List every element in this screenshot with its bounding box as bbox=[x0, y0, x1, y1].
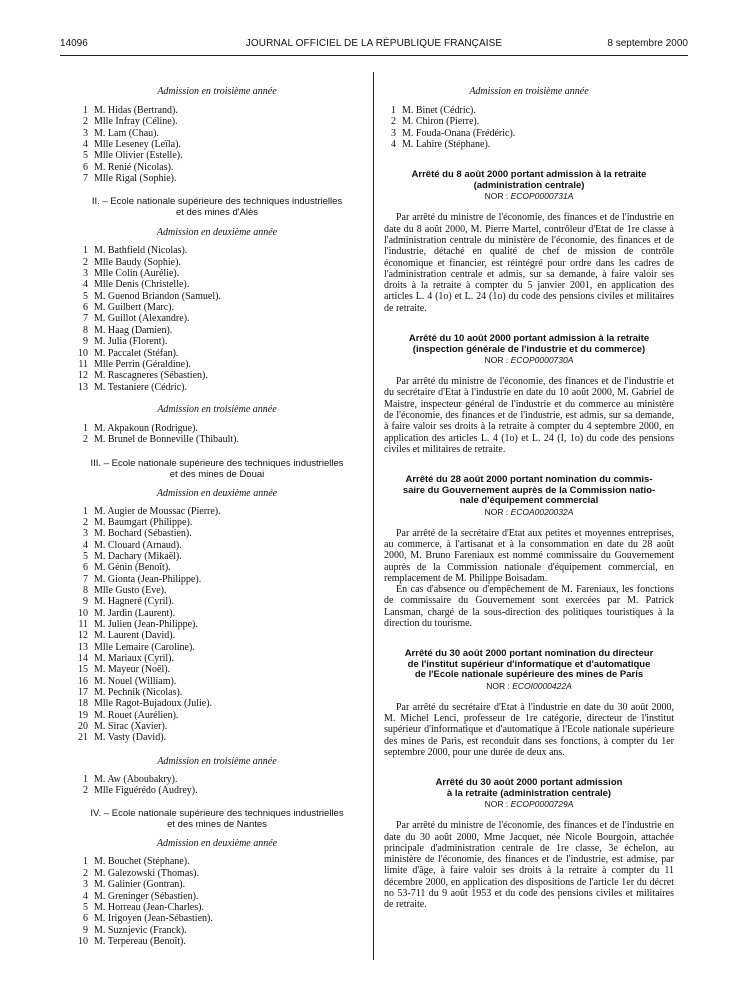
item-number: 2 bbox=[83, 785, 88, 797]
item-number: 11 bbox=[78, 619, 88, 630]
list-item bbox=[76, 608, 358, 619]
item-number: 1 bbox=[83, 105, 88, 116]
person-name: M. Brunel de Bonneville (Thibault). bbox=[94, 434, 239, 446]
page-header bbox=[0, 38, 748, 52]
person-name: M. Hagneré (Cyril). bbox=[94, 596, 174, 608]
person-name: Mlle Denis (Christelle). bbox=[94, 279, 190, 291]
list-item bbox=[76, 710, 358, 721]
item-number: 16 bbox=[78, 675, 88, 687]
section-heading: II. – Ecole nationale supérieure des techniques industrielles et des mines d'Alès bbox=[91, 196, 343, 219]
arrete-block bbox=[384, 778, 674, 910]
list-item bbox=[76, 913, 358, 924]
item-number: 2 bbox=[83, 256, 88, 268]
item-number: 2 bbox=[83, 116, 88, 128]
paragraph: Par arrêté de la secrétaire d'Etat aux petites et moyennes entreprises, au commerce, à l'artisanat et à la consommation en date du 28 août 2000, M. Bruno Fareniaux est nommé commissaire du Gouvernement auprès de la Commission nationale d'équipement commercial, en remplacement de M. Philippe Boisadam. bbox=[384, 527, 674, 584]
arrete-body bbox=[384, 376, 674, 455]
person-name: Mlle Gusto (Eve). bbox=[94, 584, 167, 596]
journal-title: JOURNAL OFFICIEL DE LA RÉPUBLIQUE FRANÇAISE bbox=[245, 38, 503, 49]
person-name: M. Binet (Cédric). bbox=[402, 105, 476, 116]
person-name: M. Julia (Florent). bbox=[94, 336, 168, 348]
right-column bbox=[384, 86, 674, 911]
item-number: 5 bbox=[83, 150, 88, 162]
person-name: M. Rascagneres (Sébastien). bbox=[94, 370, 208, 382]
person-name: M. Terpereau (Benoît). bbox=[94, 935, 186, 947]
list-item bbox=[76, 540, 358, 551]
item-number: 21 bbox=[78, 732, 88, 744]
list-item bbox=[76, 506, 358, 517]
list-item bbox=[76, 619, 358, 630]
list-item bbox=[76, 528, 358, 539]
item-number: 1 bbox=[83, 245, 88, 257]
person-name: M. Akpakoun (Rodrigue). bbox=[94, 422, 198, 434]
list-item bbox=[76, 382, 358, 393]
item-number: 2 bbox=[83, 434, 88, 446]
person-name: M. Dachary (Mikaël). bbox=[94, 550, 182, 562]
list-item bbox=[76, 279, 358, 290]
person-name: M. Guillot (Alexandre). bbox=[94, 313, 190, 325]
nor-reference: NOR : ECOP0000729A bbox=[484, 799, 574, 810]
column-divider bbox=[373, 72, 374, 960]
page-number: 14096 bbox=[60, 38, 88, 49]
list-item bbox=[76, 785, 358, 796]
list-item bbox=[76, 162, 358, 173]
item-number: 4 bbox=[83, 890, 88, 902]
list-item bbox=[76, 902, 358, 913]
person-name: M. Paccalet (Stéfan). bbox=[94, 347, 179, 359]
person-name: M. Rouet (Aurélien). bbox=[94, 709, 179, 721]
item-number: 4 bbox=[83, 139, 88, 151]
person-name: M. Baumgart (Philippe). bbox=[94, 516, 193, 528]
item-number: 10 bbox=[78, 607, 88, 619]
list-item bbox=[76, 291, 358, 302]
list-item bbox=[76, 434, 358, 445]
list-item bbox=[76, 150, 358, 161]
item-number: 6 bbox=[83, 562, 88, 574]
person-name: M. Mariaux (Cyril). bbox=[94, 653, 174, 665]
list-item bbox=[76, 517, 358, 528]
item-number: 13 bbox=[78, 641, 88, 653]
person-name: M. Bochard (Sébastien). bbox=[94, 528, 192, 540]
list-item bbox=[76, 879, 358, 890]
item-number: 9 bbox=[83, 924, 88, 936]
person-name: M. Vasty (David). bbox=[94, 732, 167, 744]
list-item bbox=[76, 359, 358, 370]
list-item bbox=[76, 105, 358, 116]
list-item bbox=[384, 105, 674, 116]
person-name: M. Aw (Aboubakry). bbox=[94, 773, 178, 785]
item-number: 10 bbox=[78, 935, 88, 947]
person-name: M. Suznjevic (Franck). bbox=[94, 924, 187, 936]
item-number: 8 bbox=[83, 584, 88, 596]
list-item bbox=[76, 774, 358, 785]
item-number: 3 bbox=[83, 879, 88, 891]
item-number: 2 bbox=[83, 516, 88, 528]
arrete-title: Arrêté du 28 août 2000 portant nomination du commis- saire du Gouvernement auprès de la Commission natio- nale d'équipement commercial bbox=[402, 474, 656, 507]
person-name: M. Galinier (Gontran). bbox=[94, 879, 186, 891]
paragraph: Par arrêté du ministre de l'économie, des finances et de l'industrie en date du 8 août 2000, M. Pierre Martel, contrôleur d'Etat de 1re classe à l'administration centrale du ministère de l'économie, des finances et de l'industrie, détaché en qualité de chef de mission de contrôle économique et financier, est réintégré pour ordre dans les cadres de l'administration centrale et admis, sur sa demande, à faire valoir ses droits à la retraite à compter du 5 janvier 2001, en application des articles L. 4 (1o) et L. 24 (1o) du code des pensions civiles et militaires de retraite. bbox=[384, 212, 674, 314]
nor-reference: NOR : ECOI0000422A bbox=[486, 680, 572, 691]
item-number: 5 bbox=[83, 550, 88, 562]
arrete-block bbox=[384, 334, 674, 455]
person-name: M. Haag (Damien). bbox=[94, 324, 173, 336]
name-list bbox=[76, 856, 358, 947]
arrete-block bbox=[384, 475, 674, 629]
person-name: M. Lam (Chau). bbox=[94, 127, 159, 139]
paragraph: En cas d'absence ou d'empêchement de M. Fareniaux, les fonctions de commissaire du Gouvernement sont exercées par M. Patrick Lansman, chargé de la sous-direction des politiques touristiques à la direction du tourisme. bbox=[384, 584, 674, 629]
list-item bbox=[76, 630, 358, 641]
section-heading: IV. – Ecole nationale supérieure des techniques industrielles et des mines de Nantes bbox=[90, 808, 344, 831]
item-number: 9 bbox=[83, 596, 88, 608]
person-name: M. Gionta (Jean-Philippe). bbox=[94, 573, 202, 585]
item-number: 4 bbox=[391, 139, 396, 151]
item-number: 1 bbox=[83, 856, 88, 868]
list-item bbox=[76, 664, 358, 675]
item-number: 18 bbox=[78, 698, 88, 710]
arrete-body bbox=[384, 702, 674, 758]
name-list bbox=[76, 245, 358, 392]
subheading: Admission en deuxième année bbox=[156, 838, 278, 850]
item-number: 2 bbox=[391, 116, 396, 128]
paragraph: Par arrêté du ministre de l'économie, des finances et de l'industrie et du secrétaire d'Etat à l'industrie en date du 10 août 2000, M. Gabriel de Maistre, inspecteur général de l'industrie et du commerce au ministère de l'économie, des finances et de l'industrie, est admis, sur sa demande, à faire valoir ses droits à la retraite à compter du 4 septembre 2000, en application des articles L. 4 (1o) et L. 24 (I, 1o) du code des pensions civiles et militaires de retraite. bbox=[384, 376, 674, 455]
list-item bbox=[76, 891, 358, 902]
list-item bbox=[76, 868, 358, 879]
subheading: Admission en deuxième année bbox=[156, 487, 278, 499]
item-number: 1 bbox=[83, 773, 88, 785]
item-number: 6 bbox=[83, 302, 88, 314]
header-rule bbox=[60, 55, 688, 56]
item-number: 3 bbox=[83, 127, 88, 139]
person-name: M. Pechnik (Nicolas). bbox=[94, 687, 183, 699]
person-name: M. Guilbert (Marc). bbox=[94, 302, 174, 314]
person-name: Mlle Figuérédo (Audrey). bbox=[94, 785, 198, 797]
name-list bbox=[76, 105, 358, 184]
list-item bbox=[76, 139, 358, 150]
item-number: 4 bbox=[83, 279, 88, 291]
subheading: Admission en troisième année bbox=[157, 403, 277, 415]
item-number: 7 bbox=[83, 313, 88, 325]
list-item bbox=[76, 336, 358, 347]
left-column bbox=[76, 86, 358, 947]
list-item bbox=[76, 245, 358, 256]
subheading: Admission en troisième année bbox=[157, 755, 277, 767]
item-number: 1 bbox=[391, 105, 396, 116]
arrete-title: Arrêté du 8 août 2000 portant admission à la retraite (administration centrale) bbox=[411, 169, 647, 191]
item-number: 13 bbox=[78, 381, 88, 393]
list-item bbox=[76, 325, 358, 336]
list-item bbox=[76, 370, 358, 381]
list-item bbox=[76, 116, 358, 127]
arrete-body bbox=[384, 212, 674, 314]
list-item bbox=[76, 936, 358, 947]
person-name: M. Mayeur (Noël). bbox=[94, 664, 171, 676]
list-item bbox=[76, 698, 358, 709]
person-name: M. Chiron (Pierre). bbox=[402, 116, 480, 128]
list-item bbox=[76, 642, 358, 653]
item-number: 15 bbox=[78, 664, 88, 676]
list-item bbox=[76, 653, 358, 664]
person-name: M. Laurent (David). bbox=[94, 630, 176, 642]
person-name: Mlle Baudy (Sophie). bbox=[94, 256, 181, 268]
list-item bbox=[76, 585, 358, 596]
person-name: M. Greninger (Sébastien). bbox=[94, 890, 199, 902]
person-name: M. Génin (Benoît). bbox=[94, 562, 171, 574]
person-name: Mlle Leseney (Leïla). bbox=[94, 139, 181, 151]
list-item bbox=[76, 721, 358, 732]
list-item bbox=[76, 562, 358, 573]
nor-reference: NOR : ECOP0000731A bbox=[484, 191, 574, 202]
item-number: 3 bbox=[83, 268, 88, 280]
person-name: M. Hidas (Bertrand). bbox=[94, 105, 178, 116]
nor-reference: NOR : ECOA0020032A bbox=[484, 506, 574, 517]
arrete-body bbox=[384, 528, 674, 630]
person-name: M. Galezowski (Thomas). bbox=[94, 867, 199, 879]
arrete-block bbox=[384, 649, 674, 758]
item-number: 6 bbox=[83, 161, 88, 173]
list-item bbox=[76, 128, 358, 139]
item-number: 17 bbox=[78, 687, 88, 699]
list-item bbox=[76, 423, 358, 434]
person-name: Mlle Rigal (Sophie). bbox=[94, 173, 177, 185]
person-name: M. Lahire (Stéphane). bbox=[402, 139, 491, 151]
person-name: M. Clouard (Arnaud). bbox=[94, 539, 182, 551]
person-name: M. Testaniere (Cédric). bbox=[94, 381, 187, 393]
item-number: 20 bbox=[78, 721, 88, 733]
person-name: M. Jardin (Laurent). bbox=[94, 607, 176, 619]
arrete-block bbox=[384, 170, 674, 314]
person-name: Mlle Ragot-Bujadoux (Julie). bbox=[94, 698, 213, 710]
list-item bbox=[76, 925, 358, 936]
person-name: Mlle Colin (Aurélie). bbox=[94, 268, 180, 280]
name-list bbox=[76, 506, 358, 744]
item-number: 6 bbox=[83, 913, 88, 925]
person-name: M. Bouchet (Stéphane). bbox=[94, 856, 190, 868]
person-name: M. Fouda-Onana (Frédéric). bbox=[402, 127, 516, 139]
name-list bbox=[76, 774, 358, 797]
list-item bbox=[76, 856, 358, 867]
person-name: M. Guenod Briandon (Samuel). bbox=[94, 290, 221, 302]
name-list bbox=[384, 105, 674, 150]
item-number: 3 bbox=[391, 127, 396, 139]
item-number: 1 bbox=[83, 505, 88, 517]
person-name: M. Sirac (Xavier). bbox=[94, 721, 168, 733]
list-item bbox=[76, 173, 358, 184]
person-name: M. Irigoyen (Jean-Sébastien). bbox=[94, 913, 213, 925]
item-number: 10 bbox=[78, 347, 88, 359]
person-name: Mlle Olivier (Estelle). bbox=[94, 150, 183, 162]
list-item bbox=[384, 128, 674, 139]
arrete-body bbox=[384, 820, 674, 910]
subheading: Admission en troisième année bbox=[469, 86, 589, 97]
item-number: 5 bbox=[83, 290, 88, 302]
list-item bbox=[76, 687, 358, 698]
item-number: 12 bbox=[78, 630, 88, 642]
item-number: 7 bbox=[83, 573, 88, 585]
arrete-title: Arrêté du 30 août 2000 portant nomination du directeur de l'institut supérieur d'informatique et d'automatique de l'Ecole nationale supérieure des mines de Paris bbox=[404, 648, 654, 681]
list-item bbox=[76, 596, 358, 607]
list-item bbox=[76, 268, 358, 279]
person-name: M. Renié (Nicolas). bbox=[94, 161, 174, 173]
list-item bbox=[76, 732, 358, 743]
list-item bbox=[384, 116, 674, 127]
person-name: M. Augier de Moussac (Pierre). bbox=[94, 505, 221, 517]
subheading: Admission en troisième année bbox=[157, 86, 277, 97]
person-name: Mlle Infray (Céline). bbox=[94, 116, 178, 128]
person-name: M. Julien (Jean-Philippe). bbox=[94, 619, 198, 630]
list-item bbox=[76, 257, 358, 268]
item-number: 12 bbox=[78, 370, 88, 382]
item-number: 1 bbox=[83, 422, 88, 434]
item-number: 2 bbox=[83, 867, 88, 879]
subheading: Admission en deuxième année bbox=[156, 227, 278, 239]
arrete-title: Arrêté du 30 août 2000 portant admission à la retraite (administration centrale) bbox=[435, 777, 623, 799]
list-item bbox=[76, 302, 358, 313]
item-number: 19 bbox=[78, 709, 88, 721]
item-number: 9 bbox=[83, 336, 88, 348]
name-list bbox=[76, 423, 358, 446]
person-name: M. Bathfield (Nicolas). bbox=[94, 245, 188, 257]
list-item bbox=[76, 676, 358, 687]
person-name: Mlle Perrin (Géraldine). bbox=[94, 358, 191, 370]
person-name: Mlle Lemaire (Caroline). bbox=[94, 641, 195, 653]
item-number: 3 bbox=[83, 528, 88, 540]
person-name: M. Nouel (William). bbox=[94, 675, 177, 687]
paragraph: Par arrêté du secrétaire d'Etat à l'industrie en date du 30 août 2000, M. Michel Lenci, professeur de 1re catégorie, directeur de l'institut supérieur d'informatique et d'automatique à l'Ecole nationale supérieure des mines de Paris, est reconduit dans ses fonctions, à compter du 1er septembre 2000, pour une durée de deux ans. bbox=[384, 701, 674, 758]
person-name: M. Horreau (Jean-Charles). bbox=[94, 901, 204, 913]
item-number: 8 bbox=[83, 324, 88, 336]
list-item bbox=[76, 574, 358, 585]
section-heading: III. – Ecole nationale supérieure des techniques industrielles et des mines de Douai bbox=[90, 457, 344, 480]
item-number: 11 bbox=[78, 358, 88, 370]
issue-date: 8 septembre 2000 bbox=[607, 38, 688, 49]
list-item bbox=[76, 313, 358, 324]
list-item bbox=[76, 551, 358, 562]
item-number: 14 bbox=[78, 653, 88, 665]
list-item bbox=[384, 139, 674, 150]
arrete-title: Arrêté du 10 août 2000 portant admission à la retraite (inspection générale de l'industrie et du commerce) bbox=[408, 333, 650, 355]
list-item bbox=[76, 348, 358, 359]
nor-reference: NOR : ECOP0000730A bbox=[484, 355, 574, 366]
item-number: 5 bbox=[83, 901, 88, 913]
paragraph: Par arrêté du ministre de l'économie, des finances et de l'industrie en date du 30 août 2000, Mme Jacquet, née Nicole Bourgoin, attachée principale d'administration centrale de 1re classe, 3e échelon, au ministère de l'économie, des finances et de l'industrie, est admise, par limite d'âge, à faire valoir ses droits à la retraite à compter du 11 décembre 2000, en application des dispositions de l'article 1er du décret no 53-711 du 9 août 1953 et du code des pensions civiles et militaires de retraite. bbox=[384, 820, 674, 911]
item-number: 7 bbox=[83, 173, 88, 185]
item-number: 4 bbox=[83, 539, 88, 551]
